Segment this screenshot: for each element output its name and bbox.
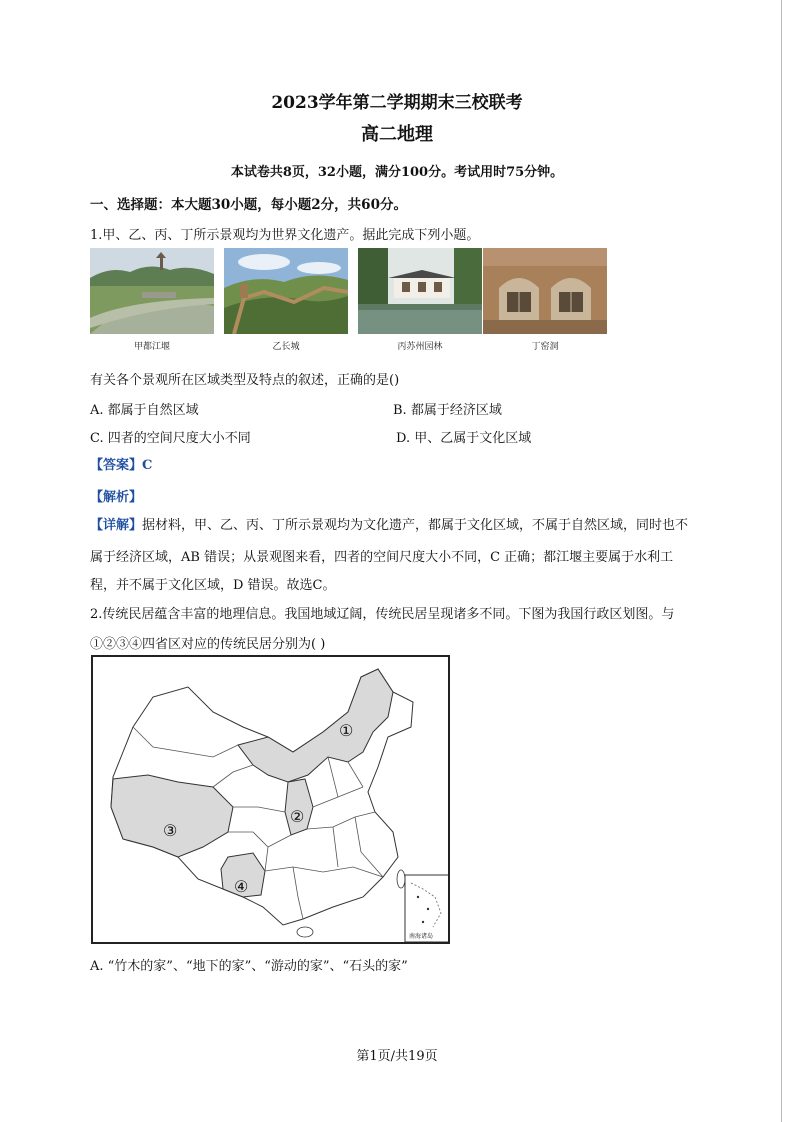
map-label-2: ②	[290, 807, 305, 826]
q1-option-c: C. 四者的空间尺度大小不同	[90, 431, 251, 446]
q1-question: 有关各个景观所在区域类型及特点的叙述，正确的是()	[90, 373, 400, 388]
q2-option-a: A. “竹木的家”、“地下的家”、“游动的家”、“石头的家”	[90, 959, 408, 974]
photo-suzhou-garden	[358, 248, 482, 334]
exam-subject: 高二地理	[361, 124, 433, 145]
china-map	[91, 655, 450, 944]
section-heading: 一、选择题：本大题30小题，每小题2分，共60分。	[90, 197, 407, 213]
detail-line-2: 属于经济区域，AB 错误；从景观图来看，四者的空间尺度大小不同，C 正确；都江堰主要属于水利工	[90, 550, 674, 565]
answer-value: C	[142, 458, 153, 473]
analysis-label: 【解析】	[90, 490, 143, 505]
q1-option-b: B. 都属于经济区域	[393, 403, 502, 418]
q2-stem-line-2: ①②③④四省区对应的传统民居分别为( )	[90, 637, 326, 652]
photo-great-wall	[224, 248, 348, 334]
caption-dujiangyan: 甲都江堰	[133, 342, 170, 352]
detail-text-1: 据材料，甲、乙、丙、丁所示景观均为文化遗产，都属于文化区域，不属于自然区域，同时也不	[142, 518, 689, 533]
photo-cave-dwelling	[483, 248, 607, 334]
q1-stem: 1.甲、乙、丙、丁所示景观均为世界文化遗产。据此完成下列小题。	[90, 228, 480, 243]
caption-suzhou-garden: 丙苏州园林	[397, 342, 443, 352]
answer-label: 【答案】	[90, 458, 143, 473]
map-label-3: ③	[163, 821, 178, 840]
exam-info: 本试卷共8页，32小题，满分100分。考试用时75分钟。	[230, 165, 564, 180]
q2-stem-line-1: 2.传统民居蕴含丰富的地理信息。我国地域辽阔，传统民居呈现诸多不同。下图为我国行政区划图。与	[90, 607, 675, 622]
map-label-1: ①	[339, 721, 354, 740]
caption-cave-dwelling: 丁窑洞	[531, 342, 559, 352]
page-footer: 第1页/共19页	[356, 1049, 438, 1064]
q1-answer	[90, 454, 152, 473]
detail-label: 【详解】	[90, 518, 143, 533]
exam-title: 2023学年第二学期期末三校联考	[271, 93, 523, 113]
q1-option-a: A. 都属于自然区域	[90, 403, 199, 418]
photo-dujiangyan	[90, 248, 214, 334]
q1-option-d: D. 甲、乙属于文化区域	[396, 431, 532, 446]
inset-label: 南海诸岛	[409, 933, 434, 940]
caption-great-wall: 乙长城	[272, 342, 300, 352]
detail-line-1	[90, 514, 688, 533]
map-label-4: ④	[234, 877, 249, 896]
detail-line-3: 程，并不属于文化区域，D 错误。故选C。	[90, 578, 336, 593]
